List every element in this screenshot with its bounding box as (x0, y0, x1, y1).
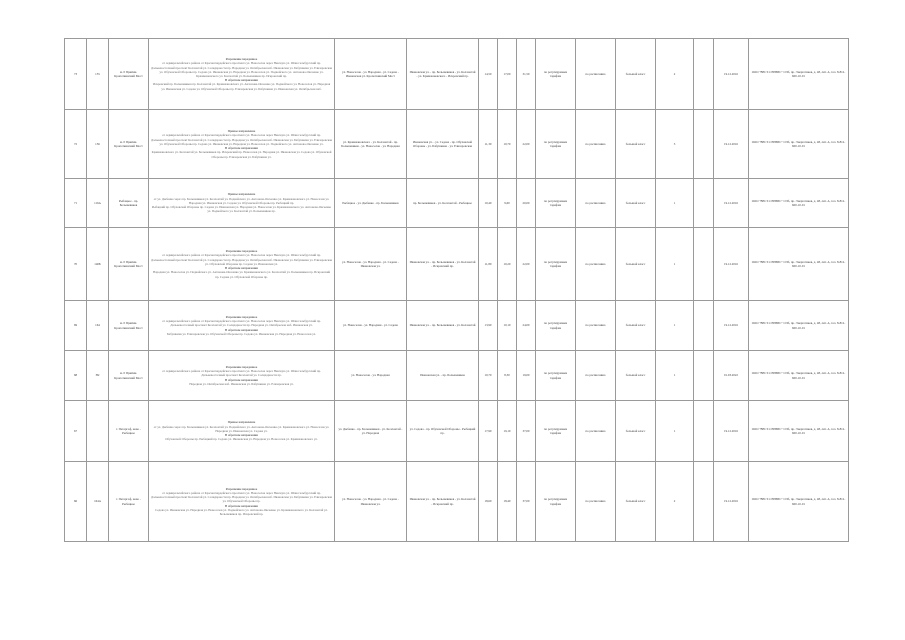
table-row (65, 301, 849, 351)
description-title-return: В обратном направлении (225, 146, 258, 151)
vehicle-count: 3 (656, 110, 694, 179)
description-title-return: В обратном направлении (225, 503, 258, 508)
stops-forward: ул. Новоселов - ул. Народная - ул. Седова - Ивановская ул. (335, 228, 407, 301)
route-name: г. Петергоф, ново - Рыбацкое (109, 462, 149, 542)
blank-cell (694, 462, 714, 542)
length-return: 10,20 (498, 228, 517, 301)
row-number: 67 (65, 401, 87, 462)
schedule-type: по расписанию (576, 401, 616, 462)
stops-return: ул. Седова - пр. Обуховской Обороны - Рыбацкий пр. (407, 401, 479, 462)
length-return: 8,30 (498, 351, 517, 401)
length-forward: 17,90 (479, 401, 498, 462)
stops-return: Ивановская ул. - пр. Большевиков - ул. Коллонтай - ул. Кржижановского - Искровский пр. (407, 39, 479, 110)
row-number: 71 (65, 179, 87, 228)
route-name: м. 0 Приёмн. Кропоткинский Мост (109, 110, 149, 179)
schedule-type: по расписанию (576, 351, 616, 401)
vehicle-count: 1 (656, 179, 694, 228)
table-body (65, 39, 849, 542)
table-row (65, 110, 849, 179)
length-total: 22,00 (517, 110, 536, 179)
vehicle-class: большой класс (616, 401, 656, 462)
row-number: 72 (65, 110, 87, 179)
description-title: Разрешение переданное (225, 486, 258, 491)
route-code (87, 401, 109, 462)
route-code: 155 (87, 39, 109, 110)
vehicle-class: большой класс (616, 39, 656, 110)
fare-order: по регулируемым тарифам (536, 351, 576, 401)
description-body: от Адмиральтейского района от Красногвардейского проспекта ул. Новоселов через Невскую ул. Шлиссельбургский пр. Дальневосточный проспект Коллонтай ул. Солидарности пр. Народная ул. Октябрьская наб. Ивановская ул. Бабушкина ул. Елизаровская ул. Обуховской Обороны пр. Седова ул. Ивановская ул. Народная ул. Новоселов ул. Подвойского ул. Антонова-Овсеенко ул. (151, 133, 332, 146)
table-row (65, 179, 849, 228)
vehicle-class: большой класс (616, 179, 656, 228)
stops-forward: ул. Новоселов - ул. Народная - ул. Седова - Ивановская ул. Кропоткинский Мост (335, 39, 407, 110)
length-return: 19,10 (498, 401, 517, 462)
length-forward: 14,50 (479, 39, 498, 110)
description-title: Прямое направление (227, 420, 256, 425)
carrier-info: ООО "ВЕСТ-СЕРВИС" СПб, пр. Энергетиков, д. 48, лит. А, тел. 8-812-600-10-01 (749, 401, 849, 462)
row-number: 73 (65, 39, 87, 110)
length-forward: 10,70 (479, 351, 498, 401)
table-row (65, 401, 849, 462)
stops-forward: ул. Новоселов - ул. Народная - ул. Седова - Ивановская ул. (335, 462, 407, 542)
length-forward: 11,80 (479, 228, 498, 301)
routes-table (64, 38, 849, 542)
fare-order: по регулируемым тарифам (536, 110, 576, 179)
vehicle-class: большой класс (616, 110, 656, 179)
route-code: 164А (87, 462, 109, 542)
description-body: от Адмиральтейского района от Красногвардейского проспекта ул. Новоселов через Невскую ул. Шлиссельбургский пр. Дальневосточный проспект Коллонтай ул. Солидарности пр. Народная ул. Октябрьская наб. Ивановская ул. (162, 319, 321, 328)
description-title-return: В обратном направлении (225, 433, 258, 438)
route-code: 116А (87, 179, 109, 228)
vehicle-count: 2 (656, 462, 694, 542)
route-description (149, 228, 335, 301)
blank-cell (694, 301, 714, 351)
fare-order: по регулируемым тарифам (536, 462, 576, 542)
route-code: 164 (87, 301, 109, 351)
stops-forward: ул. Дыбенко - пр. Большевиков - ул. Коллонтай - ул. Народная (335, 401, 407, 462)
start-date: 19.12.2016 (714, 462, 749, 542)
stops-forward: ул. Новоселов - ул. Народная (335, 351, 407, 401)
blank-cell (694, 179, 714, 228)
description-body: от Адмиральтейского района от Красногвардейского проспекта ул. Новоселов через Невскую ул. Шлиссельбургский пр. Дальневосточный проспект Коллонтай ул. Солидарности пр. Народная ул. Октябрьская наб. Ивановская ул. Бабушкина ул. Елизаровская ул. Обуховской Обороны пр. Седова ул. Ивановская ул. (151, 253, 332, 266)
vehicle-count: 1 (656, 228, 694, 301)
blank-cell (694, 110, 714, 179)
stops-forward: ул. Кржижановского - ул. Коллонтай - пр. Большевиков - ул. Новоселов - ул. Народная (335, 110, 407, 179)
blank-cell (694, 401, 714, 462)
description-title-return: В обратном направлении (225, 327, 258, 332)
route-name: г. Петергоф, ново - Рыбацкое (109, 401, 149, 462)
description-body: от Адмиральтейского района от Красногвардейского проспекта ул. Новоселов через Невскую ул. Шлиссельбургский пр. Дальневосточный проспект Коллонтай ул. Солидарности пр. (162, 369, 321, 378)
length-forward: 10,40 (479, 179, 498, 228)
route-description (149, 401, 335, 462)
carrier-info: ООО "ВЕСТ-СЕРВИС" СПб, пр. Энергетиков, д. 48, лит. А, тел. 8-812-600-10-01 (749, 462, 849, 542)
route-description (149, 39, 335, 110)
length-total: 24,00 (517, 301, 536, 351)
stops-forward: Рыбацкое - ул. Дыбенко - пр. Большевиков (335, 179, 407, 228)
blank-cell (694, 351, 714, 401)
vehicle-count: 1 (656, 301, 694, 351)
length-total: 37,00 (517, 401, 536, 462)
route-code: 140Б (87, 228, 109, 301)
start-date: 19.12.2016 (714, 179, 749, 228)
start-date: 19.12.2016 (714, 401, 749, 462)
schedule-type: по расписанию (576, 39, 616, 110)
carrier-info: ООО "ВЕСТ-СЕРВИС" СПб, пр. Энергетиков, д. 48, лит. А, тел. 8-812-600-10-01 (749, 301, 849, 351)
description-body-return: Бабушкина ул. Елизаровская ул. Обуховской Обороны пр. Седова ул. Ивановская ул. Народная ул. Новоселов ул. (167, 331, 316, 336)
description-body: от Адмиральтейского района от Красногвардейского проспекта ул. Новоселов через Невскую ул. Шлиссельбургский пр. Дальневосточный проспект Коллонтай ул. Солидарности пр. Народная ул. Октябрьская наб. Ивановская ул. Бабушкина ул. Елизаровская ул. Обуховской Обороны пр. (151, 490, 332, 504)
description-title-return: В обратном направлении (225, 78, 258, 83)
stops-return: Ивановская ул. - пр. Большевиков - ул. Коллонтай - Искровский пр. (407, 228, 479, 301)
route-code: Н2 (87, 351, 109, 401)
length-total: 37,00 (517, 462, 536, 542)
schedule-type: по расписанию (576, 179, 616, 228)
length-forward: 18,60 (479, 462, 498, 542)
description-title: Разрешение переданное (225, 249, 258, 254)
length-total: 19,00 (517, 351, 536, 401)
start-date: 01.03.2022 (714, 351, 749, 401)
stops-return: Ивановская ул. - пр. Большевиков (407, 351, 479, 401)
description-title: Прямое направление (227, 129, 256, 134)
vehicle-count: 1 (656, 401, 694, 462)
description-body: от Адмиральтейского района от Красногвардейского проспекта ул. Новоселов через Невскую ул. Шлиссельбургский пр. Дальневосточный проспект Коллонтай ул. Солидарности пр. Народная ул. Октябрьская наб. Ивановская ул. Бабушкина ул. Елизаровская ул. Обуховской Обороны пр. Седова ул. Ивановская ул. Народная ул. Новоселов ул. Подвойского ул. Антонова-Овсеенко ул. Кржижановского ул. Коллонтай ул. Большевиков пр. Искровский пр. (151, 61, 332, 78)
route-name: м. 0 Приёмн. Кропоткинский Мост (109, 301, 149, 351)
description-title: Разрешение переданное (225, 364, 258, 369)
row-number: 68 (65, 351, 87, 401)
blank-cell (694, 39, 714, 110)
route-name: м. 0 Приёмн. Кропоткинский Мост (109, 39, 149, 110)
vehicle-class: большой класс (616, 462, 656, 542)
description-body-return: Искровский пр. Большевиков пр. Коллонтай ул. Кржижановского ул. Антонова-Овсеенко ул. Подвойского ул. Новоселов ул. Народная ул. Ивановская ул. Седова ул. Обуховской Обороны пр. Елизаровская ул. Бабушкина ул. Ивановская ул. Октябрьская наб. (152, 82, 331, 91)
description-body-return: Кржижановского ул. Коллонтай ул. Большевиков пр. Искровский пр. Новоселов ул. Народная ул. Ивановская ул. Седова ул. Обуховской Обороны пр. Елизаровская ул. Бабушкина ул. (151, 150, 332, 159)
stops-return: Ивановская ул. - пр. Большевиков - ул. Коллонтай - Искровский пр. (407, 462, 479, 542)
stops-return: Ивановская ул. - ул. Седова - пр. Обуховской Обороны - ул. Бабушкина - ул. Елизаровская (407, 110, 479, 179)
vehicle-class: большой класс (616, 301, 656, 351)
row-number: 69 (65, 301, 87, 351)
description-title: Прямое направление (227, 192, 256, 197)
start-date: 19.12.2016 (714, 228, 749, 301)
stops-return: пр. Большевиков - ул. Коллонтай - Рыбацкое (407, 179, 479, 228)
vehicle-class: большой класс (616, 351, 656, 401)
description-body-return: Рыбацкий пр. Обуховской Обороны пр. Седова ул. Ивановская ул. Народная ул. Новоселов ул. Кржижановского ул. Антонова-Овсеенко ул. Подвойского ул. Коллонтай ул. Большевиков пр. (151, 205, 332, 214)
length-return: 18,40 (498, 462, 517, 542)
route-description (149, 351, 335, 401)
carrier-info: ООО "ВЕСТ-СЕРВИС" СПб, пр. Энергетиков, д. 48, лит. А, тел. 8-812-600-10-01 (749, 39, 849, 110)
carrier-info: ООО "ВЕСТ-СЕРВИС" СПб, пр. Энергетиков, д. 48, лит. А, тел. 8-812-600-10-01 (749, 228, 849, 301)
table-row (65, 228, 849, 301)
length-total: 22,00 (517, 228, 536, 301)
description-title: Разрешение переданное (225, 314, 258, 319)
description-title: Разрешение переданное (225, 57, 258, 62)
route-name: м. 0 Приёмн. Кропоткинский Мост (109, 351, 149, 401)
route-code: 156 (87, 110, 109, 179)
vehicle-count: 2 (656, 39, 694, 110)
start-date: 19.12.2016 (714, 39, 749, 110)
description-body-return: Народная ул. Новоселов ул. Подвойского ул. Антонова-Овсеенко ул. Кржижановского ул. Коллонтай ул. Большевиков пр. Искровский пр. Седова ул. Обуховской Обороны пр. (152, 270, 331, 279)
row-number: 70 (65, 228, 87, 301)
route-name: м. 0 Приёмн. Кропоткинский Мост (109, 228, 149, 301)
length-return: 17,00 (498, 39, 517, 110)
fare-order: по регулируемым тарифам (536, 179, 576, 228)
length-forward: 11,30 (479, 110, 498, 179)
route-description (149, 179, 335, 228)
table-row (65, 39, 849, 110)
description-body-return: Обуховской Обороны пр. Рыбацкий пр. Седова ул. Ивановская ул. Народная ул. Новоселов ул. Кржижановского ул. (165, 437, 318, 442)
description-body: от ул. Дыбенко через пр. Большевиков ул. Коллонтай ул. Подвойского ул. Антонова-Овсеенко ул. Кржижановского ул. Новоселов ул. Народная ул. Ивановская ул. Седова ул. (153, 424, 330, 433)
vehicle-class: большой класс (616, 228, 656, 301)
route-name: Рыбацкое - пр. Большевиков (109, 179, 149, 228)
description-title-return: В обратном направлении (225, 377, 258, 382)
schedule-type: по расписанию (576, 462, 616, 542)
start-date: 19.12.2016 (714, 110, 749, 179)
carrier-info: ООО "ВЕСТ-СЕРВИС" СПб, пр. Энергетиков, д. 48, лит. А, тел. 8-812-600-10-01 (749, 351, 849, 401)
length-return: 10,70 (498, 110, 517, 179)
schedule-type: по расписанию (576, 301, 616, 351)
vehicle-count: 1 (656, 351, 694, 401)
stops-forward: ул. Новоселов - ул. Народная - ул. Седова (335, 301, 407, 351)
fare-order: по регулируемым тарифам (536, 228, 576, 301)
length-total: 20,00 (517, 179, 536, 228)
description-body-return: Народная ул. Октябрьская наб. Ивановская ул. Бабушкина ул. Елизаровская ул. (189, 381, 294, 386)
length-forward: 13,90 (479, 301, 498, 351)
length-total: 31,50 (517, 39, 536, 110)
table-row (65, 351, 849, 401)
route-description (149, 462, 335, 542)
table-row (65, 462, 849, 542)
start-date: 19.12.2016 (714, 301, 749, 351)
length-return: 9,60 (498, 179, 517, 228)
length-return: 10,10 (498, 301, 517, 351)
fare-order: по регулируемым тарифам (536, 401, 576, 462)
description-body: от ул. Дыбенко через пр. Большевиков ул. Коллонтай ул. Подвойского ул. Антонова-Овсеенко ул. Кржижановского ул. Новоселов ул. Народная ул. Ивановская ул. Седова ул. Обуховской Обороны пр. Рыбацкий пр. (153, 196, 330, 205)
row-number: 66 (65, 462, 87, 542)
description-title-return: В обратном направлении (225, 266, 258, 271)
description-body-return: Седова ул. Ивановская ул. Народная ул. Новоселов ул. Подвойского ул. Антонова-Овсеенко ул. Кржижановского ул. Коллонтай ул. Большевиков пр. Искровский пр. (155, 507, 328, 516)
schedule-type: по расписанию (576, 228, 616, 301)
blank-cell (694, 228, 714, 301)
fare-order: по регулируемым тарифам (536, 301, 576, 351)
route-description (149, 301, 335, 351)
carrier-info: ООО "ВЕСТ-СЕРВИС" СПб, пр. Энергетиков, д. 48, лит. А, тел. 8-812-600-10-01 (749, 179, 849, 228)
fare-order: по регулируемым тарифам (536, 39, 576, 110)
stops-return: Ивановская ул. - пр. Большевиков - ул. Коллонтай (407, 301, 479, 351)
schedule-type: по расписанию (576, 110, 616, 179)
route-description (149, 110, 335, 179)
carrier-info: ООО "ВЕСТ-СЕРВИС" СПб, пр. Энергетиков, д. 48, лит. А, тел. 8-812-600-10-01 (749, 110, 849, 179)
